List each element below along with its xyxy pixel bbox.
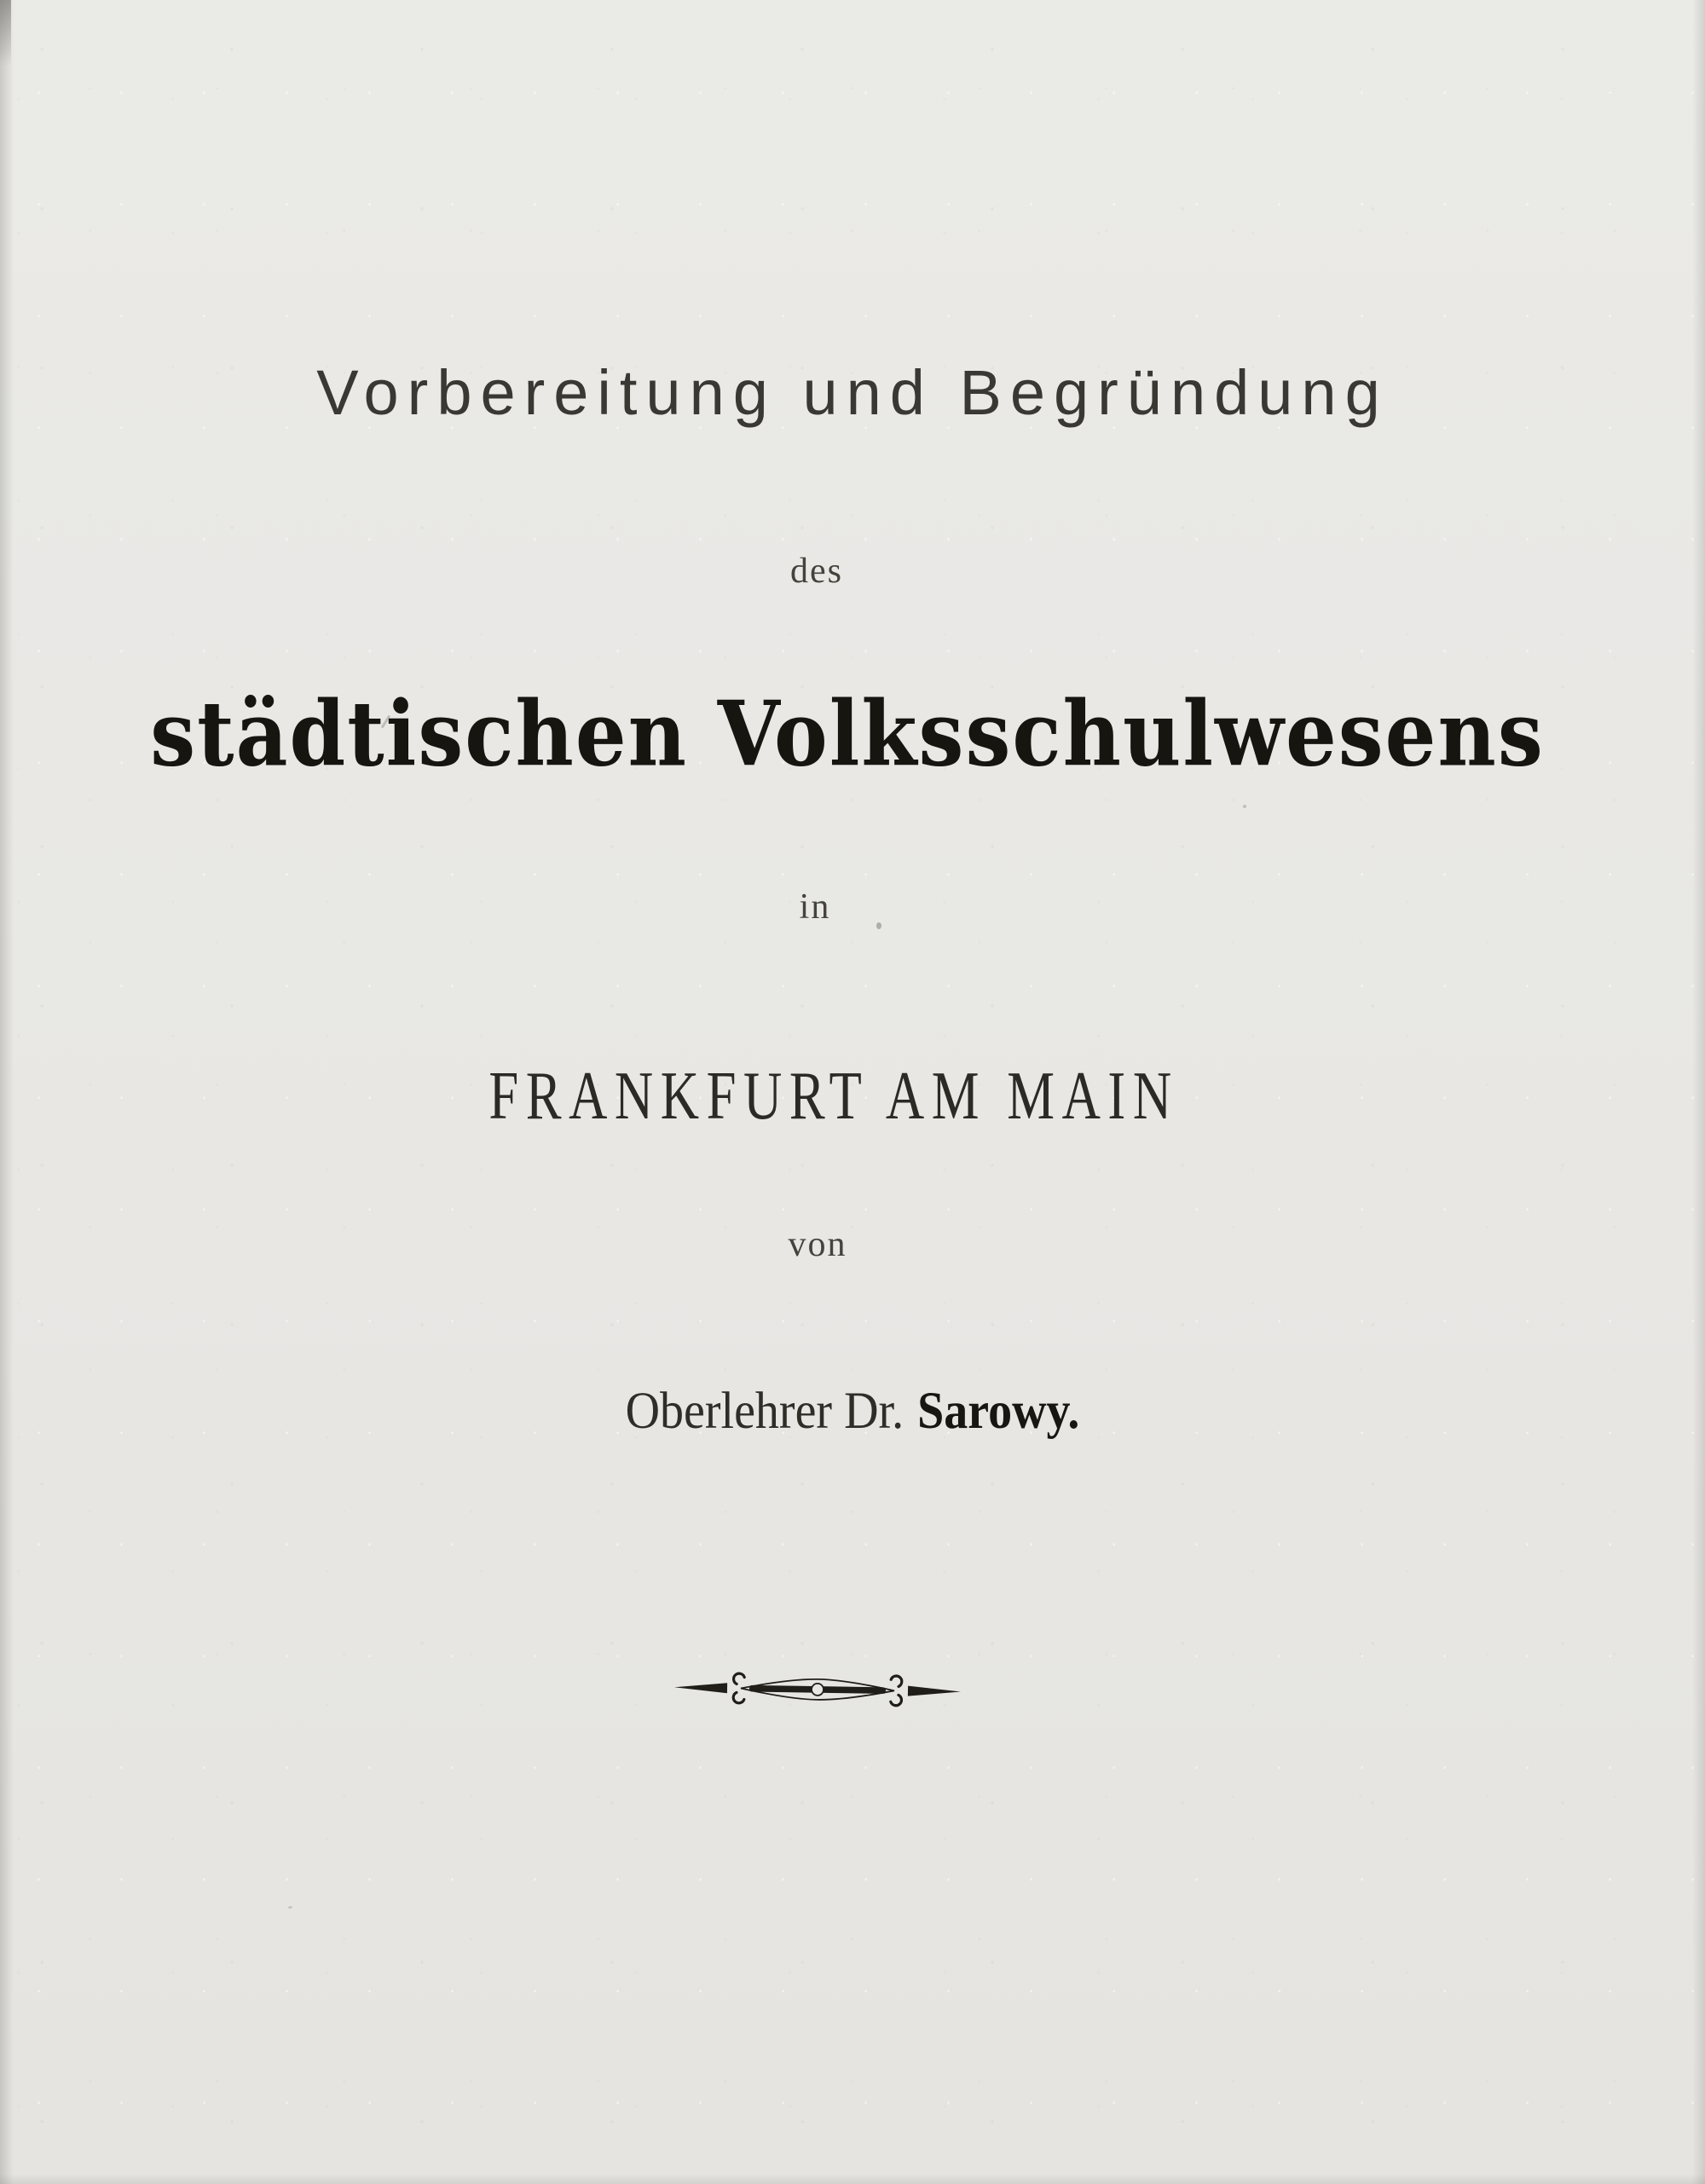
- city-line: FRANKFURT AM MAIN: [488, 1058, 1179, 1135]
- paper-blemish: [288, 1906, 292, 1909]
- page-left-top-edge-artifact: [0, 0, 11, 66]
- title-line-1: Vorbereitung und Begründung: [316, 357, 1389, 428]
- page-bottom-edge-shadow: [0, 2174, 1705, 2184]
- author-line: [0, 1381, 1705, 1441]
- page-right-edge-shadow: [1692, 0, 1705, 2184]
- author-prefix: Oberlehrer Dr.: [625, 1382, 905, 1441]
- paper-blemish: [1243, 805, 1246, 808]
- paper-blemish: [876, 922, 881, 929]
- fleuron-ornament-icon: [409, 1662, 1237, 1716]
- main-title: städtischen Volksschulwesens: [150, 682, 1545, 788]
- word-von: von: [788, 1225, 847, 1264]
- word-des: des: [790, 552, 843, 591]
- author-name: Sarowy.: [917, 1382, 1080, 1441]
- page-left-edge-shadow: [0, 0, 14, 2184]
- divider-rule: [409, 1662, 1237, 1716]
- word-in: in: [799, 887, 831, 927]
